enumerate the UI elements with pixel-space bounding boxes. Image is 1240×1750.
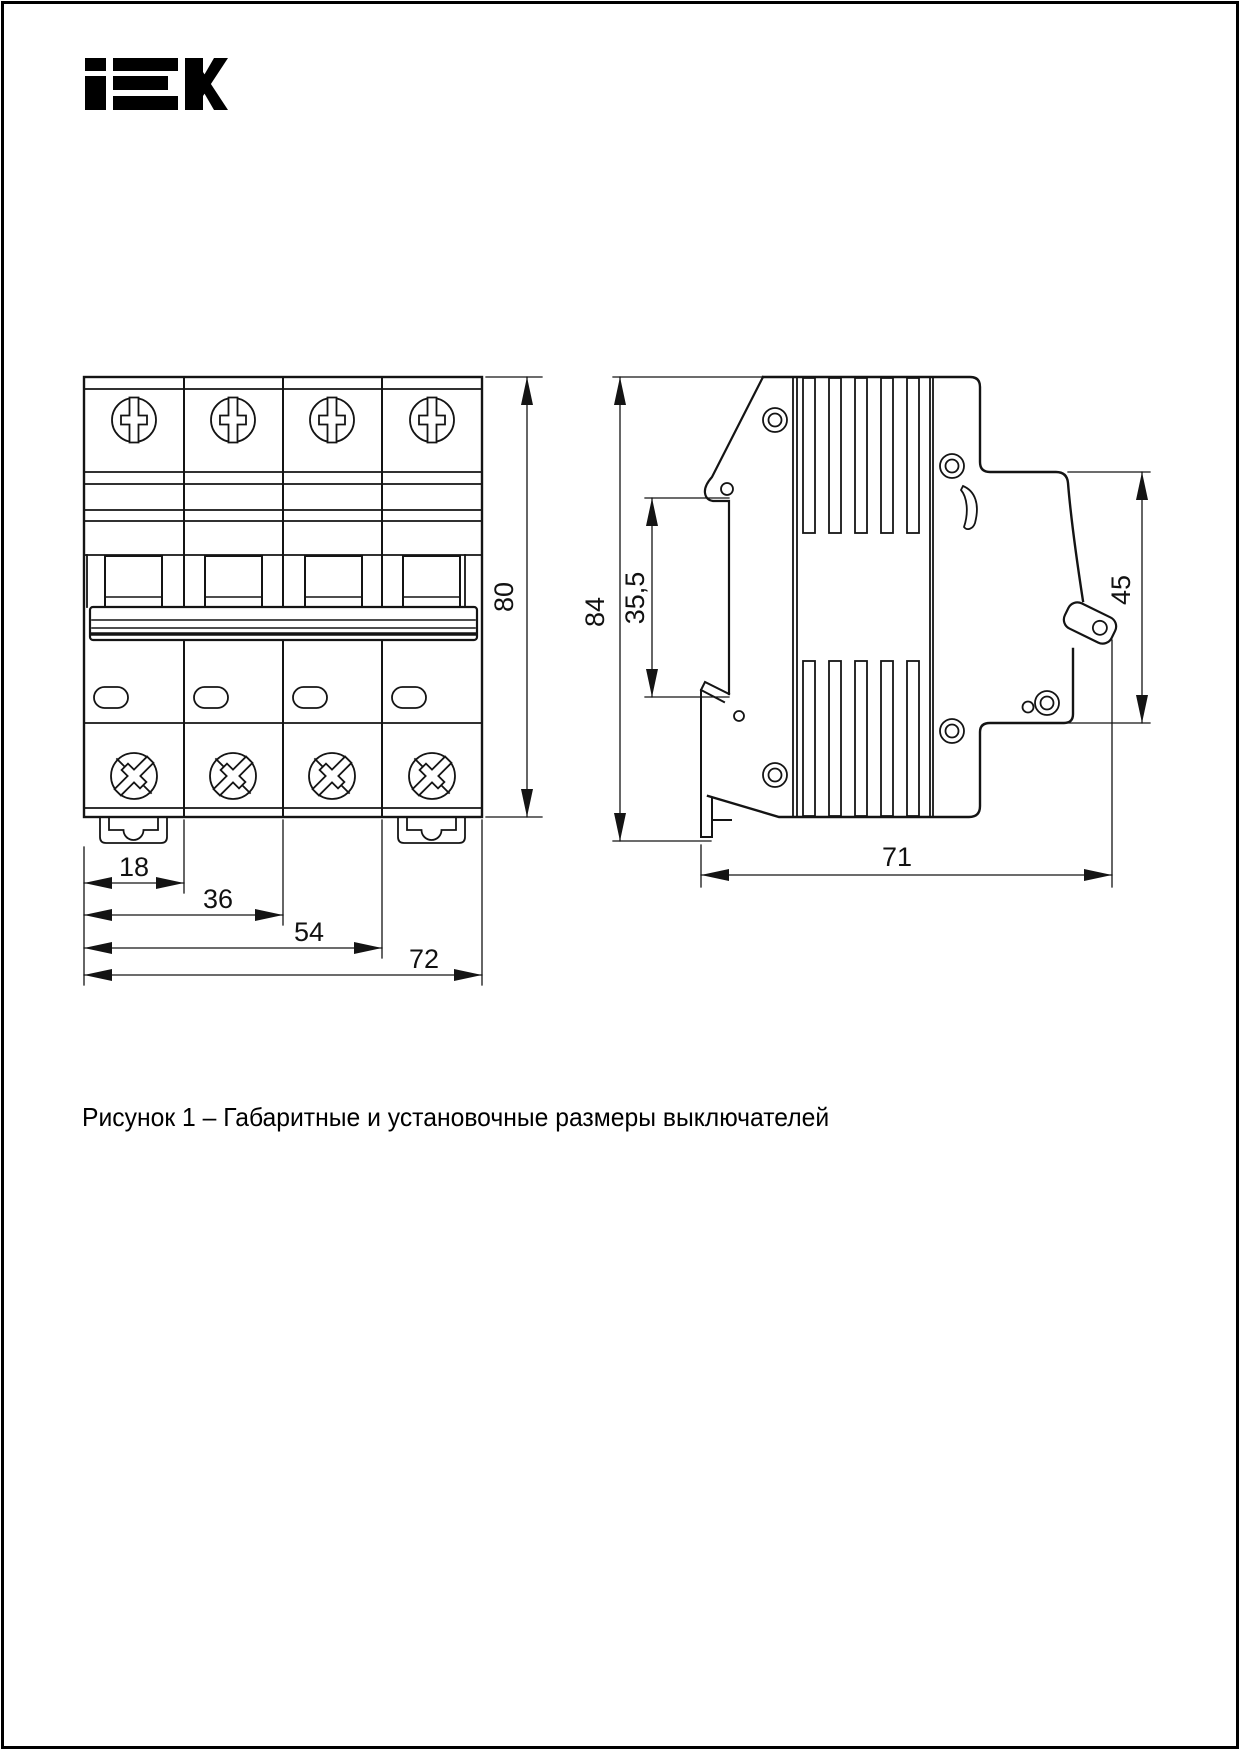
vent-panel-edges bbox=[793, 377, 933, 817]
side-view bbox=[580, 377, 1150, 887]
toggle-lever-side bbox=[1060, 599, 1119, 647]
dim-54: 54 bbox=[293, 917, 325, 947]
rivet-bottom-left bbox=[763, 763, 787, 787]
dim-72: 72 bbox=[408, 944, 440, 974]
dim-36: 36 bbox=[202, 884, 234, 914]
pin-lever-area bbox=[1023, 702, 1034, 713]
rivet-lever-area bbox=[1035, 691, 1059, 715]
side-outline-top-right bbox=[763, 377, 1083, 601]
dim-18: 18 bbox=[118, 852, 150, 882]
screw-bottom-2 bbox=[208, 751, 259, 802]
comma-slot bbox=[961, 486, 977, 529]
side-outline-bottom-right bbox=[708, 649, 1073, 817]
side-din-claw-top bbox=[705, 377, 763, 694]
vent-slots-lower bbox=[803, 661, 919, 816]
din-clip-right bbox=[398, 817, 465, 843]
handle-crossbar bbox=[90, 607, 477, 640]
label-window-2 bbox=[194, 687, 228, 708]
din-clip-left bbox=[100, 817, 167, 843]
dim-84: 84 bbox=[580, 596, 610, 628]
screw-bottom-3 bbox=[307, 751, 358, 802]
figure-caption: Рисунок 1 – Габаритные и установочные размеры выключателей bbox=[82, 1102, 830, 1132]
dim-71: 71 bbox=[881, 842, 913, 872]
side-din-clip-bottom bbox=[701, 682, 731, 837]
rivet-bottom-right bbox=[940, 719, 964, 743]
dim-80: 80 bbox=[489, 581, 519, 613]
pin-bottom-claw bbox=[734, 711, 744, 721]
screw-top-4 bbox=[410, 398, 454, 443]
pin-top-claw bbox=[721, 483, 733, 495]
screw-bottom-1 bbox=[109, 751, 160, 802]
label-window-3 bbox=[293, 687, 327, 708]
screw-top-3 bbox=[310, 398, 354, 443]
screw-top-2 bbox=[211, 398, 255, 443]
label-window-4 bbox=[392, 687, 426, 708]
vent-slots-upper bbox=[803, 378, 919, 533]
dim-35-5: 35,5 bbox=[620, 571, 650, 625]
label-window-1 bbox=[94, 687, 128, 708]
front-dimension-arrows bbox=[84, 377, 533, 981]
dim-45: 45 bbox=[1106, 574, 1136, 606]
front-dimension-lines bbox=[84, 377, 542, 985]
screw-top-1 bbox=[112, 398, 156, 443]
rivet-top-left bbox=[763, 408, 787, 432]
rivet-top-right bbox=[940, 454, 964, 478]
screw-bottom-4 bbox=[407, 751, 458, 802]
toggle-recess-edges bbox=[87, 555, 465, 607]
front-view bbox=[84, 377, 542, 985]
